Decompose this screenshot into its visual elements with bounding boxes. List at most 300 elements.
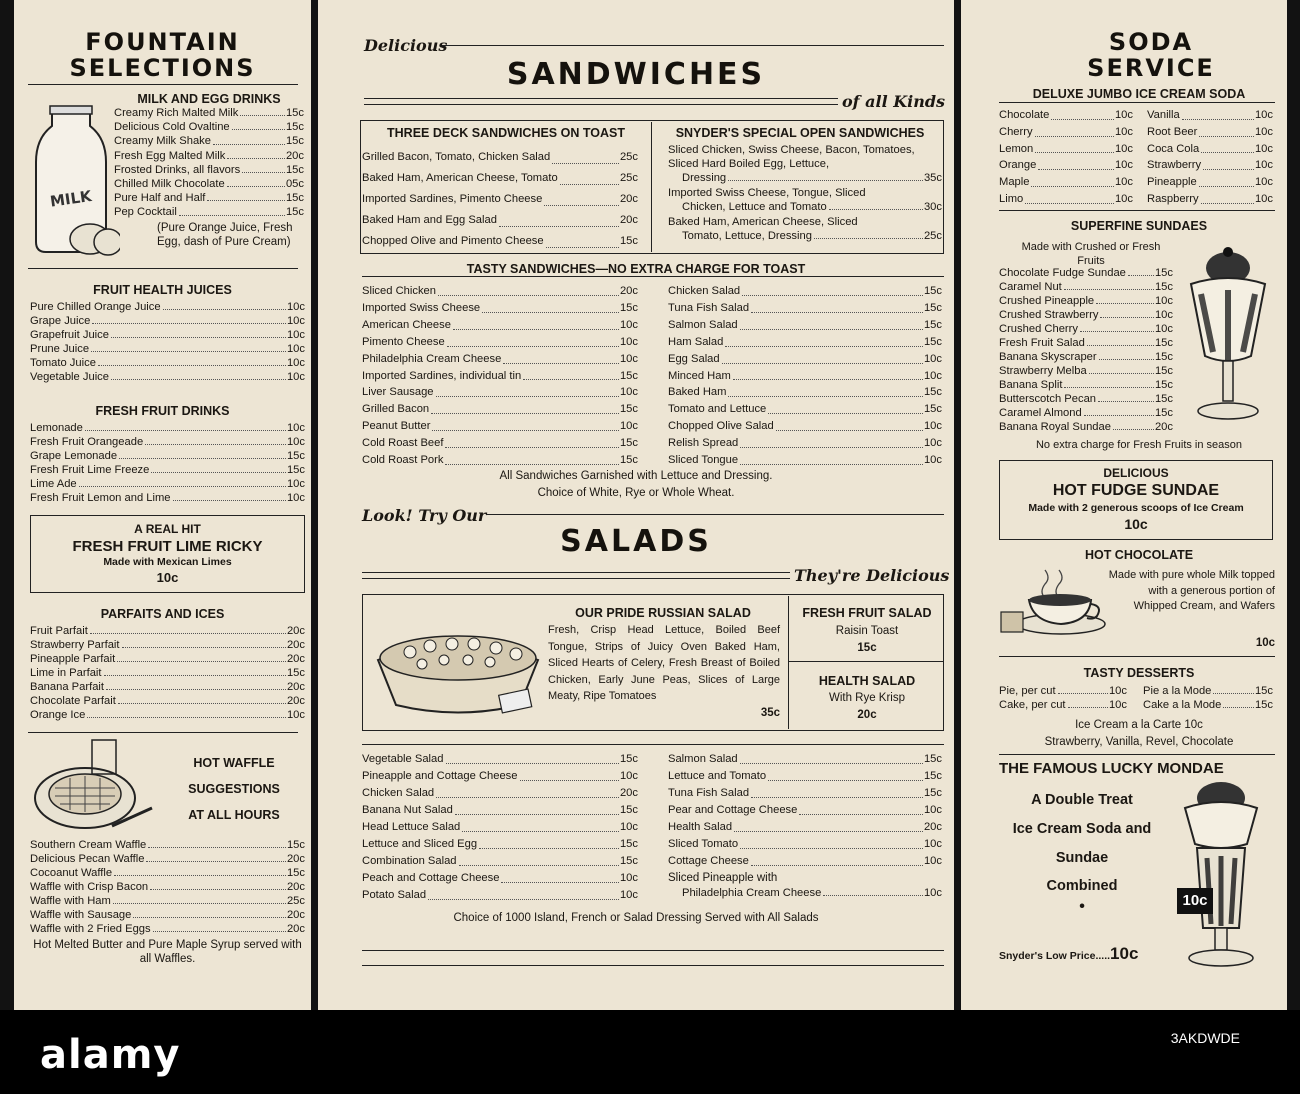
menu-item-name: Prune Juice — [30, 343, 90, 355]
menu-item-price: 15c — [923, 285, 942, 297]
menu-item-price: 10c — [923, 369, 942, 382]
menu-item-name: Vegetable Salad — [362, 753, 444, 765]
menu-item — [30, 866, 305, 880]
menu-item — [362, 300, 638, 317]
menu-item-price: 10c — [286, 492, 305, 504]
menu-item-name: Caramel Almond — [999, 407, 1082, 419]
parfaits-heading: PARFAITS AND ICES — [100, 607, 225, 621]
menu-item-name: Waffle with 2 Fried Eggs — [30, 923, 151, 935]
waffle-note: Hot Melted Butter and Pure Maple Syrup served with all Waffles. — [33, 939, 302, 965]
menu-item-name: Grilled Bacon, Tomato, Chicken Salad — [362, 151, 551, 163]
menu-item — [30, 638, 305, 652]
menu-item — [30, 370, 305, 384]
menu-item-name: Lettuce and Tomato — [668, 770, 767, 782]
sandwiches-salads-panel — [318, 0, 954, 1010]
menu-item — [668, 853, 942, 870]
waffle-line-3: AT ALL HOURS — [188, 808, 280, 822]
menu-item-price: 15c — [1154, 351, 1173, 363]
menu-item — [30, 922, 305, 936]
salads-title: SALADS — [560, 524, 712, 559]
menu-item-price: 15c — [619, 838, 638, 850]
menu-item-name: Liver Sausage — [362, 386, 434, 399]
menu-item-name: Waffle with Sausage — [30, 909, 132, 921]
menu-item-name: Chicken Salad — [362, 787, 435, 799]
menu-item-price: 10c — [619, 352, 638, 365]
hot-chocolate-heading: HOT CHOCOLATE — [1084, 548, 1194, 562]
sundae-glass-illustration — [1183, 246, 1273, 426]
menu-item-price: 20c — [286, 881, 305, 893]
menu-item-name: Creamy Rich Malted Milk — [114, 107, 239, 119]
menu-item-price: 10c — [1254, 159, 1273, 172]
menu-item-price: 15c — [285, 192, 304, 205]
menu-item-price: 10c — [1254, 142, 1273, 155]
divider — [362, 572, 790, 579]
menu-item-price: 15c — [286, 464, 305, 476]
fruit-drinks-heading: FRESH FRUIT DRINKS — [95, 404, 230, 418]
menu-item — [362, 785, 638, 802]
mondae-line-1: A Double Treat — [1031, 792, 1133, 808]
open-sandwich-lead: Baked Ham, American Cheese, Sliced — [668, 216, 858, 228]
soda-panel — [961, 0, 1287, 1010]
menu-item-price: 10c — [286, 301, 305, 313]
menu-item-price: 15c — [1154, 337, 1173, 349]
menu-item-price: 10c — [1114, 176, 1133, 189]
menu-item-price: 10c — [619, 386, 638, 399]
menu-item — [30, 694, 305, 708]
menu-item-name: Sliced Chicken — [362, 285, 436, 297]
hot-chocolate-price: 10c — [1255, 637, 1275, 649]
menu-item-price: 10c — [1254, 125, 1273, 138]
menu-item-name: Lemon — [999, 142, 1034, 155]
menu-item-name: Peach and Cottage Cheese — [362, 872, 500, 884]
menu-item-name: Cocoanut Waffle — [30, 867, 113, 879]
menu-item — [668, 452, 942, 469]
menu-item — [999, 157, 1133, 174]
fountain-panel — [14, 0, 311, 1010]
sandwiches-title: SANDWICHES — [506, 57, 766, 92]
menu-item-name: Waffle with Crisp Bacon — [30, 881, 149, 893]
menu-item — [999, 406, 1173, 420]
menu-item-price: 20c — [286, 923, 305, 935]
menu-item-name: Pear and Cottage Cheese — [668, 804, 798, 816]
menu-item-name: Lemonade — [30, 422, 83, 434]
menu-item-name: Limo — [999, 192, 1024, 205]
menu-item — [999, 378, 1173, 392]
juices-heading: FRUIT HEALTH JUICES — [93, 283, 232, 297]
menu-item — [999, 698, 1127, 712]
menu-item-name: Lime in Parfait — [30, 667, 102, 679]
menu-item — [999, 336, 1173, 350]
juices-list — [30, 300, 305, 384]
menu-item — [30, 880, 305, 894]
dressing-note: Choice of 1000 Island, French or Salad Dressing Served with All Salads — [453, 912, 819, 924]
menu-item-name: Fresh Fruit Salad — [999, 337, 1085, 349]
lime-ricky-sub: Made with Mexican Limes — [103, 556, 232, 568]
menu-item-price: 15c — [619, 804, 638, 816]
russian-salad-illustration — [370, 610, 548, 720]
menu-item-name: Cake a la Mode — [1143, 699, 1222, 711]
menu-item — [362, 418, 638, 435]
menu-item-price: 15c — [1154, 407, 1173, 419]
menu-item — [999, 364, 1173, 378]
menu-item-name: Fresh Egg Malted Milk — [114, 149, 226, 162]
menu-item-price: 10c — [1154, 323, 1173, 335]
menu-item-name: Tomato, Lettuce, Dressing — [682, 230, 812, 242]
menu-item — [362, 168, 638, 189]
three-deck-heading: THREE DECK SANDWICHES ON TOAST — [387, 126, 625, 140]
fruit-drinks-list — [30, 421, 305, 505]
image-id: 3AKDWDE — [1170, 1030, 1240, 1046]
mondae-line-2: Ice Cream Soda and — [1012, 821, 1152, 837]
menu-item-name: Pineapple and Cottage Cheese — [362, 770, 518, 782]
menu-item-name: Salmon Salad — [668, 318, 738, 331]
menu-item — [30, 908, 305, 922]
menu-item — [668, 317, 942, 334]
divider — [362, 744, 944, 745]
hot-fudge-sub: Made with 2 generous scoops of Ice Cream — [1028, 502, 1244, 514]
menu-item-name: Chopped Olive Salad — [668, 420, 774, 433]
menu-item-price: 10c — [1254, 109, 1273, 121]
menu-item-name: Cottage Cheese — [668, 855, 749, 867]
menu-item-name: Pie, per cut — [999, 685, 1056, 697]
menu-item — [30, 838, 305, 852]
menu-item-name: Peanut Butter — [362, 420, 431, 433]
menu-item-price: 10c — [1114, 142, 1133, 155]
menu-item-name: Crushed Cherry — [999, 323, 1078, 335]
menu-item-price: 10c — [619, 335, 638, 348]
menu-item-price: 15c — [923, 753, 942, 765]
mondae-glass-illustration — [1167, 778, 1273, 974]
open-sandwich-lead: Sliced Chicken, Swiss Cheese, Bacon, Tomatoes, Sliced Hard Boiled Egg, Lettuce, — [668, 144, 915, 170]
waffle-list — [30, 838, 305, 936]
menu-item — [668, 435, 942, 452]
menu-item-price: 10c — [619, 318, 638, 331]
salad-left-list — [362, 751, 638, 904]
menu-item — [114, 191, 304, 205]
menu-item — [1147, 174, 1273, 191]
divider — [651, 122, 652, 252]
menu-item — [999, 191, 1133, 208]
menu-item-price: 20c — [619, 193, 638, 205]
menu-item-name: Chocolate Fudge Sundae — [999, 267, 1126, 279]
menu-item-price: 10c — [286, 371, 305, 383]
menu-item-name: Relish Spread — [668, 437, 739, 450]
menu-item-price: 15c — [286, 667, 305, 679]
pep-cocktail-note: (Pure Orange Juice, Fresh Egg, dash of Pure Cream) — [157, 222, 293, 248]
menu-item — [362, 189, 638, 210]
menu-item — [30, 491, 305, 505]
hot-chocolate-text: Made with pure whole Milk topped with a generous portion of Whipped Cream, and Wafers — [1108, 569, 1275, 612]
menu-item-name: Tuna Fish Salad — [668, 787, 750, 799]
parfaits-list — [30, 624, 305, 722]
menu-item — [1147, 107, 1273, 124]
menu-item-name: Maple — [999, 176, 1030, 189]
menu-item-price: 15c — [1154, 281, 1173, 293]
menu-item-name: Tuna Fish Salad — [668, 301, 750, 314]
menu-item-price: 10c — [286, 478, 305, 490]
menu-item-name: Pure Half and Half — [114, 192, 206, 205]
fresh-fruit-salad-sub: Raisin Toast — [835, 625, 899, 637]
menu-item-name: Potato Salad — [362, 889, 427, 901]
tasty-heading: TASTY SANDWICHES—NO EXTRA CHARGE FOR TOAST — [466, 262, 806, 276]
salad-right-list — [668, 751, 942, 870]
open-sandwiches-heading: SNYDER'S SPECIAL OPEN SANDWICHES — [675, 126, 925, 140]
menu-item-name: Raspberry — [1147, 192, 1199, 205]
sundae-list — [999, 266, 1173, 434]
menu-item-name: Strawberry Parfait — [30, 639, 120, 651]
divider — [28, 84, 298, 85]
menu-item — [362, 887, 638, 904]
menu-item — [30, 328, 305, 342]
milk-list — [114, 106, 304, 220]
menu-item-name: Tomato Juice — [30, 357, 96, 369]
menu-item-price: 15c — [923, 301, 942, 314]
menu-item — [30, 652, 305, 666]
pineapple-row: Philadelphia Cream Cheese 10c — [682, 887, 942, 899]
menu-item — [30, 680, 305, 694]
sundae-intro: Made with Crushed or Fresh Fruits — [1021, 241, 1161, 267]
menu-item-name: Grapefruit Juice — [30, 329, 109, 341]
menu-item-price: 15c — [619, 403, 638, 416]
menu-item-price: 10c — [923, 437, 942, 450]
menu-item — [362, 401, 638, 418]
menu-item-name: Chicken Salad — [668, 285, 741, 297]
desserts-right-list — [1143, 684, 1273, 712]
menu-item-price: 10c — [923, 855, 942, 867]
hot-chocolate-cup-illustration — [999, 566, 1109, 644]
desserts-heading: TASTY DESSERTS — [1083, 666, 1195, 680]
menu-item — [668, 819, 942, 836]
menu-item-name: Grilled Bacon — [362, 403, 430, 416]
menu-item-price: 15c — [923, 787, 942, 799]
mondae-heading: THE FAMOUS LUCKY MONDAE — [999, 760, 1224, 777]
menu-item-price: 10c — [1108, 685, 1127, 697]
three-deck-list — [362, 147, 638, 252]
menu-item-name: Fruit Parfait — [30, 625, 88, 637]
menu-item — [30, 449, 305, 463]
tasty-left-list — [362, 283, 638, 469]
divider — [999, 102, 1275, 103]
open-sandwiches-list — [668, 143, 942, 244]
menu-item-price: 15c — [1154, 365, 1173, 377]
menu-item-price: 10c — [286, 315, 305, 327]
menu-item — [999, 174, 1133, 191]
menu-item — [362, 853, 638, 870]
menu-item-name: Tomato and Lettuce — [668, 403, 767, 416]
open-sandwich-lead: Imported Swiss Cheese, Tongue, Sliced — [668, 187, 866, 199]
menu-item-price: 10c — [619, 889, 638, 901]
menu-item-price: 10c — [923, 420, 942, 433]
divider — [364, 98, 838, 105]
menu-item-price: 15c — [1154, 267, 1173, 279]
menu-item — [30, 314, 305, 328]
menu-item — [999, 684, 1127, 698]
menu-item — [668, 418, 942, 435]
menu-item — [362, 147, 638, 168]
menu-item — [999, 266, 1173, 280]
menu-item-name: Orange Ice — [30, 709, 86, 721]
menu-item — [362, 819, 638, 836]
menu-item-price: 15c — [1154, 393, 1173, 405]
hot-fudge-price: 10c — [1124, 516, 1148, 532]
menu-item — [30, 894, 305, 908]
pineapple-lead: Sliced Pineapple with — [668, 872, 778, 884]
menu-item-name: Cold Roast Pork — [362, 454, 444, 467]
menu-item-name: Chilled Milk Chocolate — [114, 178, 225, 191]
soda-heading: DELUXE JUMBO ICE CREAM SODA — [1032, 87, 1246, 101]
menu-item — [1147, 141, 1273, 158]
divider — [486, 514, 944, 515]
menu-item-name: Health Salad — [668, 821, 733, 833]
menu-item-name: Banana Nut Salad — [362, 804, 453, 816]
divider — [362, 950, 944, 966]
menu-item-price: 15c — [286, 450, 305, 462]
menu-item — [362, 351, 638, 368]
menu-item-price: 15c — [923, 318, 942, 331]
divider — [788, 661, 944, 662]
menu-item-name: Sliced Tongue — [668, 454, 739, 467]
menu-item — [668, 368, 942, 385]
menu-item-name: Waffle with Ham — [30, 895, 111, 907]
menu-item — [362, 802, 638, 819]
menu-item — [999, 280, 1173, 294]
menu-item-price: 10c — [923, 804, 942, 816]
mondae-bullet: • — [1079, 898, 1085, 915]
lime-ricky-box — [30, 515, 305, 593]
menu-item — [362, 435, 638, 452]
menu-item — [999, 322, 1173, 336]
menu-item-price: 20c — [619, 285, 638, 297]
menu-item — [30, 435, 305, 449]
menu-item-price: 10c — [1114, 159, 1133, 172]
menu-item — [668, 802, 942, 819]
menu-item — [30, 300, 305, 314]
menu-item-name: Vegetable Juice — [30, 371, 109, 383]
menu-item-name: Pie a la Mode — [1143, 685, 1212, 697]
divider — [442, 45, 944, 46]
hot-fudge-title: HOT FUDGE SUNDAE — [1052, 482, 1220, 499]
health-salad-sub: With Rye Krisp — [828, 692, 906, 704]
menu-item-price: 20c — [286, 695, 305, 707]
menu-item-name: Pimento Cheese — [362, 335, 445, 348]
menu-item — [362, 334, 638, 351]
menu-item-name: Chopped Olive and Pimento Cheese — [362, 235, 544, 247]
menu-item — [30, 624, 305, 638]
menu-item — [114, 177, 304, 191]
menu-item-price: 10c — [286, 357, 305, 369]
menu-item-price: 25c — [923, 230, 942, 242]
menu-item — [362, 452, 638, 469]
divider — [28, 268, 298, 269]
mondae-line-3: Sundae — [1055, 850, 1109, 866]
menu-item — [362, 768, 638, 785]
menu-item — [362, 384, 638, 401]
menu-item — [114, 163, 304, 177]
fountain-title-1: FOUNTAIN — [85, 28, 240, 56]
menu-item — [114, 149, 304, 163]
open-sandwich-item — [668, 186, 942, 214]
menu-item-name: Pep Cocktail — [114, 206, 177, 219]
menu-item-price: 10c — [286, 422, 305, 434]
menu-item — [668, 401, 942, 418]
menu-item-name: Cake, per cut — [999, 699, 1066, 711]
menu-item-name: Fresh Fruit Lime Freeze — [30, 464, 150, 476]
menu-item-name: Pure Chilled Orange Juice — [30, 301, 161, 313]
divider — [362, 276, 944, 277]
menu-item-price: 10c — [619, 770, 638, 782]
open-sandwich-item — [668, 215, 942, 243]
menu-item — [114, 106, 304, 120]
menu-item-price: 10c — [923, 352, 942, 365]
menu-item-name: Crushed Pineapple — [999, 295, 1095, 307]
menu-item-price: 10c — [619, 872, 638, 884]
menu-item — [999, 392, 1173, 406]
menu-item-name: Baked Ham and Egg Salad — [362, 214, 497, 226]
menu-item — [1147, 157, 1273, 174]
menu-item — [999, 420, 1173, 434]
menu-item — [668, 300, 942, 317]
menu-item-name: Vanilla — [1147, 109, 1180, 121]
menu-item-name: Chocolate — [999, 109, 1050, 121]
menu-item — [114, 120, 304, 134]
menu-item-price: 10c — [1114, 109, 1133, 121]
theyre-delicious-script: They're Delicious — [794, 566, 950, 585]
menu-item-name: Head Lettuce Salad — [362, 821, 461, 833]
menu-item-price: 20c — [286, 853, 305, 865]
menu-item-price: 10c — [286, 709, 305, 721]
lime-ricky-price: 10c — [156, 570, 179, 585]
menu-item-name: Banana Split — [999, 379, 1063, 391]
menu-item — [30, 852, 305, 866]
menu-item-price: 10c — [923, 838, 942, 850]
menu-item-price: 10c — [286, 329, 305, 341]
milk-bottle-illustration — [30, 104, 120, 259]
menu-item — [668, 751, 942, 768]
soda-right-list — [1147, 107, 1273, 208]
menu-item-price: 20c — [619, 214, 638, 226]
sundae-note: No extra charge for Fresh Fruits in season — [1035, 439, 1243, 451]
delicious-script: Delicious — [364, 36, 448, 55]
menu-item — [668, 768, 942, 785]
menu-item-price: 15c — [285, 121, 304, 134]
menu-item-name: Creamy Milk Shake — [114, 135, 211, 148]
menu-item-name: Minced Ham — [668, 369, 731, 382]
menu-item-price: 20c — [286, 653, 305, 665]
desserts-line-4: Strawberry, Vanilla, Revel, Chocolate — [1044, 736, 1234, 748]
lime-ricky-title: FRESH FRUIT LIME RICKY — [72, 538, 263, 555]
menu-item — [668, 785, 942, 802]
menu-item-price: 10c — [619, 420, 638, 433]
menu-item-price: 25c — [619, 172, 638, 184]
menu-item — [1143, 698, 1273, 712]
menu-item-price: 35c — [923, 172, 942, 184]
menu-item-name: Chocolate Parfait — [30, 695, 116, 707]
divider — [28, 732, 298, 733]
menu-item-price: 15c — [923, 403, 942, 416]
menu-item-name: Baked Ham, American Cheese, Tomato — [362, 172, 558, 184]
menu-item-price: 15c — [923, 386, 942, 399]
menu-item-name: Egg Salad — [668, 352, 720, 365]
waffle-line-1: HOT WAFFLE — [193, 756, 275, 770]
menu-item-price: 20c — [285, 149, 304, 162]
menu-item — [999, 124, 1133, 141]
menu-item-name: Coca Cola — [1147, 142, 1200, 155]
fountain-title-2: SELECTIONS — [69, 54, 256, 82]
menu-item-price: 10c — [1154, 309, 1173, 321]
menu-item — [362, 210, 638, 231]
menu-item — [668, 283, 942, 300]
health-salad-price: 20c — [857, 709, 877, 721]
